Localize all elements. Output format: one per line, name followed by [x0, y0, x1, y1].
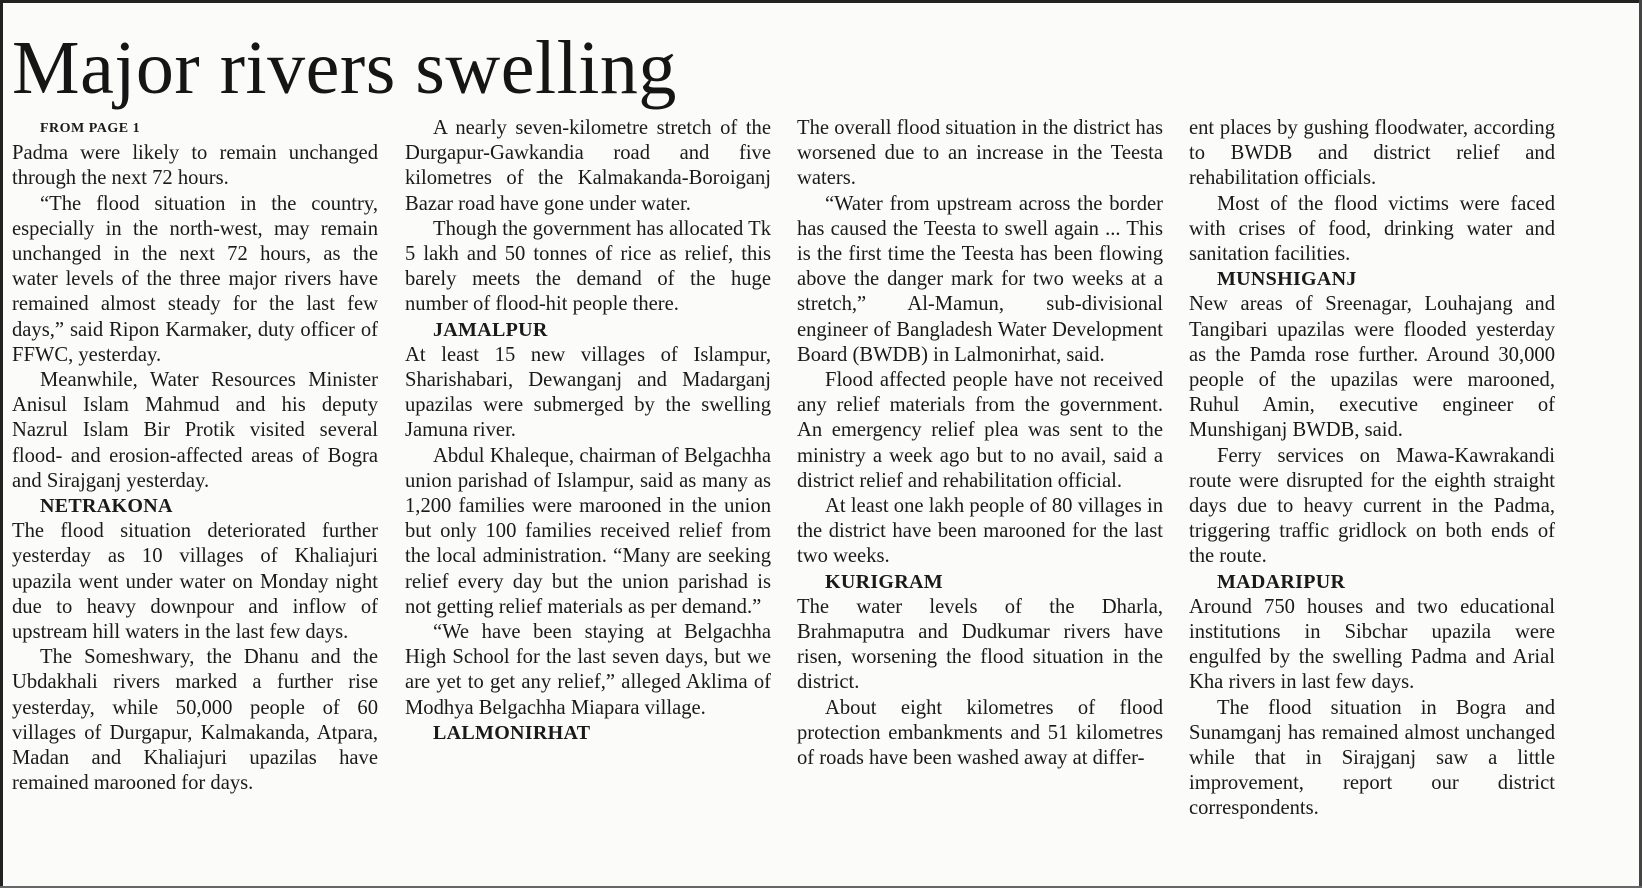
paragraph: Ferry services on Mawa-Kawrakandi route were disrupted for the eighth straight days due to heavy current in the Padma, triggering traffic gridlock on both ends of the route.: [1189, 444, 1555, 568]
headline: Major rivers swelling: [12, 26, 677, 110]
paragraph: Flood affected people have not received any relief materials from the government. An emergency relief plea was sent to the ministry a week ago but to no avail, said a district relief and rehabilitation official.: [797, 369, 1163, 492]
section-heading: MADARIPUR: [1217, 570, 1346, 593]
column-2: [405, 116, 771, 746]
paragraph: The flood situation in Bogra and Sunamganj has remained almost unchanged while that in Sirajganj saw a little improvement, report our district correspondents.: [1189, 696, 1555, 820]
column-3: [797, 116, 1163, 771]
paragraph: Around 750 houses and two educational institutions in Sibchar upazila were engulfed by the swelling Padma and Arial Kha rivers in last few days.: [1189, 595, 1555, 694]
column-1: [12, 116, 378, 796]
paragraph: Meanwhile, Water Resources Minister Anisul Islam Mahmud and his deputy Nazrul Islam Bir Protik visited several flood- and erosion-affected areas of Bogra and Sirajganj yesterday.: [12, 369, 378, 492]
section-heading: MUNSHIGANJ: [1217, 268, 1357, 291]
paragraph: Padma were likely to remain unchanged through the next 72 hours.: [12, 142, 378, 190]
paragraph: The Someshwary, the Dhanu and the Ubdakhali rivers marked a further rise yesterday, while 50,000 people of 60 villages of Durgapur, Kalmakanda, Atpara, Madan and Khaliajuri upazilas have remained marooned for days.: [12, 646, 378, 795]
border-left: [0, 0, 3, 888]
paragraph: At least 15 new villages of Islampur, Sharishabari, Dewanganj and Madarganj upazilas were submerged by the swelling Jamuna river.: [405, 343, 771, 442]
section-heading: LALMONIRHAT: [433, 721, 591, 744]
paragraph: The flood situation deteriorated further yesterday as 10 villages of Khaliajuri upazila went under water on Monday night due to heavy downpour and inflow of upstream hill waters in the last few days.: [12, 520, 378, 644]
paragraph: “We have been staying at Belgachha High School for the last seven days, but we are yet to get any relief,” alleged Aklima of Modhya Belgachha Miapara village.: [405, 621, 771, 719]
paragraph: ent places by gushing floodwater, according to BWDB and district relief and rehabilitation officials.: [1189, 117, 1555, 190]
paragraph: Most of the flood victims were faced with crises of food, drinking water and sanitation facilities.: [1189, 192, 1555, 266]
paragraph: “Water from upstream across the border has caused the Teesta to swell again ... This is the first time the Teesta has been flowing above the danger mark for two weeks at a stretch,” Al-Mamun, sub-divisional engineer of Bangladesh Water Development Board (BWDB) in Lalmonirhat, said.: [797, 192, 1163, 366]
kicker: FROM PAGE 1: [40, 121, 141, 136]
column-4: [1189, 116, 1555, 822]
paragraph: At least one lakh people of 80 villages in the district have been marooned for the last two weeks.: [797, 495, 1163, 568]
paragraph: Abdul Khaleque, chairman of Belgachha union parishad of Islampur, said as many as 1,200 families were marooned in the union but only 100 families received relief from the local administration. “Many are seeking relief every day but the union parishad is not getting relief materials as per demand.”: [405, 444, 771, 618]
section-heading: NETRAKONA: [40, 495, 173, 518]
border-top: [0, 0, 1642, 3]
paragraph: About eight kilometres of flood protection embankments and 51 kilometres of roads have been washed away at differ-: [797, 696, 1163, 770]
section-heading: KURIGRAM: [825, 570, 943, 593]
paragraph: Though the government has allocated Tk 5 lakh and 50 tonnes of rice as relief, this barely meets the demand of the huge number of flood-hit people there.: [405, 217, 771, 316]
paragraph: A nearly seven-kilometre stretch of the Durgapur-Gawkandia road and five kilometres of the Kalmakanda-Boroiganj Bazar road have gone under water.: [405, 117, 771, 215]
paragraph: New areas of Sreenagar, Louhajang and Tangibari upazilas were flooded yesterday as the Pamda rose further. Around 30,000 people of the upazilas were marooned, Ruhul Amin, executive engineer of Munshiganj BWDB, said.: [1189, 293, 1555, 442]
paragraph: “The flood situation in the country, especially in the north-west, may remain unchanged in the next 72 hours, as the water levels of the three major rivers have remained almost steady for the last few days,” said Ripon Karmaker, duty officer of FFWC, yesterday.: [12, 192, 378, 366]
section-heading: JAMALPUR: [433, 318, 548, 341]
paragraph: The water levels of the Dharla, Brahmaputra and Dudkumar rivers have risen, worsening the flood situation in the district.: [797, 595, 1163, 694]
paragraph: The overall flood situation in the district has worsened due to an increase in the Teesta waters.: [797, 117, 1163, 190]
